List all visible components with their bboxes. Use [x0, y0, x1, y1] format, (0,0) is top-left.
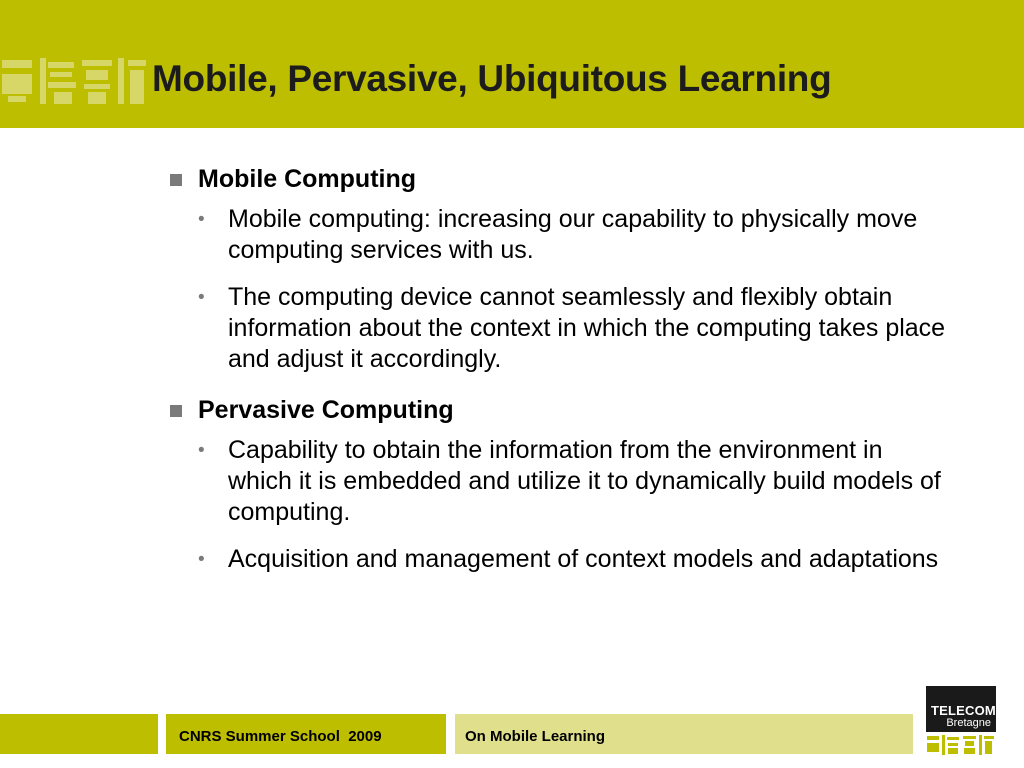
calligraphy-mark-icon — [926, 734, 996, 756]
square-bullet-icon — [170, 405, 182, 417]
dot-bullet-icon: • — [198, 209, 205, 230]
list-item — [168, 435, 948, 528]
section-heading — [168, 391, 968, 429]
point-text: Acquisition and management of context models and adaptations — [228, 545, 939, 573]
point-text: Capability to obtain the information from the environment in which it is embedded and utilize it to dynamically build models of computing. — [228, 436, 941, 526]
footer-event-box — [166, 714, 446, 754]
section-heading-text: Mobile Computing — [198, 165, 417, 193]
point-text: Mobile computing: increasing our capability to physically move computing services with us. — [228, 205, 918, 264]
header-band — [0, 0, 1024, 128]
point-text: The computing device cannot seamlessly and flexibly obtain information about the context in which the computing takes place and adjust it accordingly. — [228, 283, 946, 373]
telecom-bretagne-logo — [926, 686, 996, 732]
list-item — [168, 204, 948, 266]
list-item — [168, 544, 948, 575]
institution-calligraphy-logo — [0, 52, 150, 112]
slide-title: Mobile, Pervasive, Ubiquitous Learning — [152, 58, 832, 99]
footer-topic-text: On Mobile Learning — [465, 728, 606, 745]
section-heading-text: Pervasive Computing — [198, 396, 454, 424]
slide-content — [168, 160, 968, 591]
point-list — [168, 204, 968, 375]
footer-accent-bar — [0, 714, 158, 754]
footer-event-text: CNRS Summer School 2009 — [179, 728, 382, 745]
section-mobile-computing — [168, 160, 968, 375]
brand-name: TELECOM — [931, 703, 996, 718]
section-pervasive-computing — [168, 391, 968, 575]
list-item — [168, 282, 948, 375]
dot-bullet-icon: • — [198, 287, 205, 308]
section-heading — [168, 160, 968, 198]
footer-topic-box — [455, 714, 913, 754]
brand-subname: Bretagne — [946, 717, 991, 729]
point-list — [168, 435, 968, 575]
dot-bullet-icon: • — [198, 440, 205, 461]
dot-bullet-icon: • — [198, 549, 205, 570]
square-bullet-icon — [170, 174, 182, 186]
